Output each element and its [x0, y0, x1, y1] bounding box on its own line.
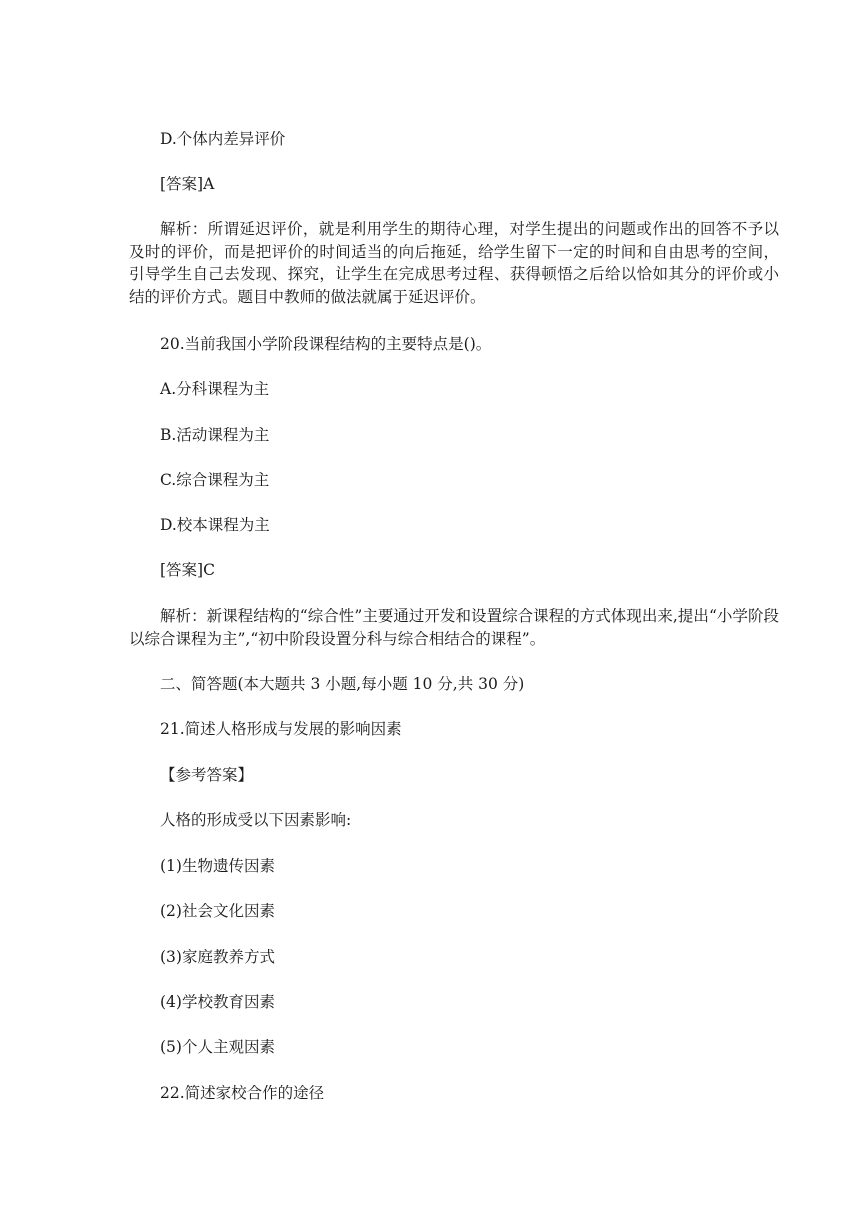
- q21-intro: 人格的形成受以下因素影响:: [160, 811, 352, 829]
- q19-option-d: D.个体内差异评价: [160, 130, 286, 148]
- q20-option-c: C.综合课程为主: [160, 471, 270, 489]
- q20-option-d: D.校本课程为主: [160, 516, 270, 534]
- q21-factor-3: (3)家庭教养方式: [160, 948, 275, 966]
- q21-factor-4: (4)学校教育因素: [160, 993, 275, 1011]
- q20-question: 20.当前我国小学阶段课程结构的主要特点是()。: [160, 335, 492, 353]
- section2-heading: 二、简答题(本大题共 3 小题,每小题 10 分,共 30 分): [160, 675, 525, 693]
- q21-factor-1: (1)生物遗传因素: [160, 857, 275, 875]
- q19-analysis: 解析：所谓延迟评价，就是利用学生的期待心理，对学生提出的问题或作出的回答不予以及时的评价，而是把评价的时间适当的向后拖延，给学生留下一定的时间和自由思考的空间，引导学生自己去发现、探究，让学生在完成思考过程、获得顿悟之后给以恰如其分的评价或小结的评价方式。题目中教师的做法就属于延迟评价。: [129, 220, 779, 306]
- q22-question: 22.简述家校合作的途径: [160, 1084, 325, 1102]
- q21-factor-5: (5)个人主观因素: [160, 1038, 275, 1056]
- q21-reference-label: 【参考答案】: [160, 766, 254, 784]
- q20-option-a: A.分科课程为主: [160, 380, 270, 398]
- q19-answer: [答案]A: [160, 175, 215, 193]
- q20-analysis: 解析：新课程结构的“综合性”主要通过开发和设置综合课程的方式体现出来,提出“小学阶段以综合课程为主”,“初中阶段设置分科与综合相结合的课程”。: [129, 607, 779, 648]
- q20-answer: [答案]C: [160, 561, 215, 579]
- q21-question: 21.简述人格形成与发展的影响因素: [160, 720, 402, 738]
- q21-factor-2: (2)社会文化因素: [160, 902, 275, 920]
- q20-option-b: B.活动课程为主: [160, 426, 270, 444]
